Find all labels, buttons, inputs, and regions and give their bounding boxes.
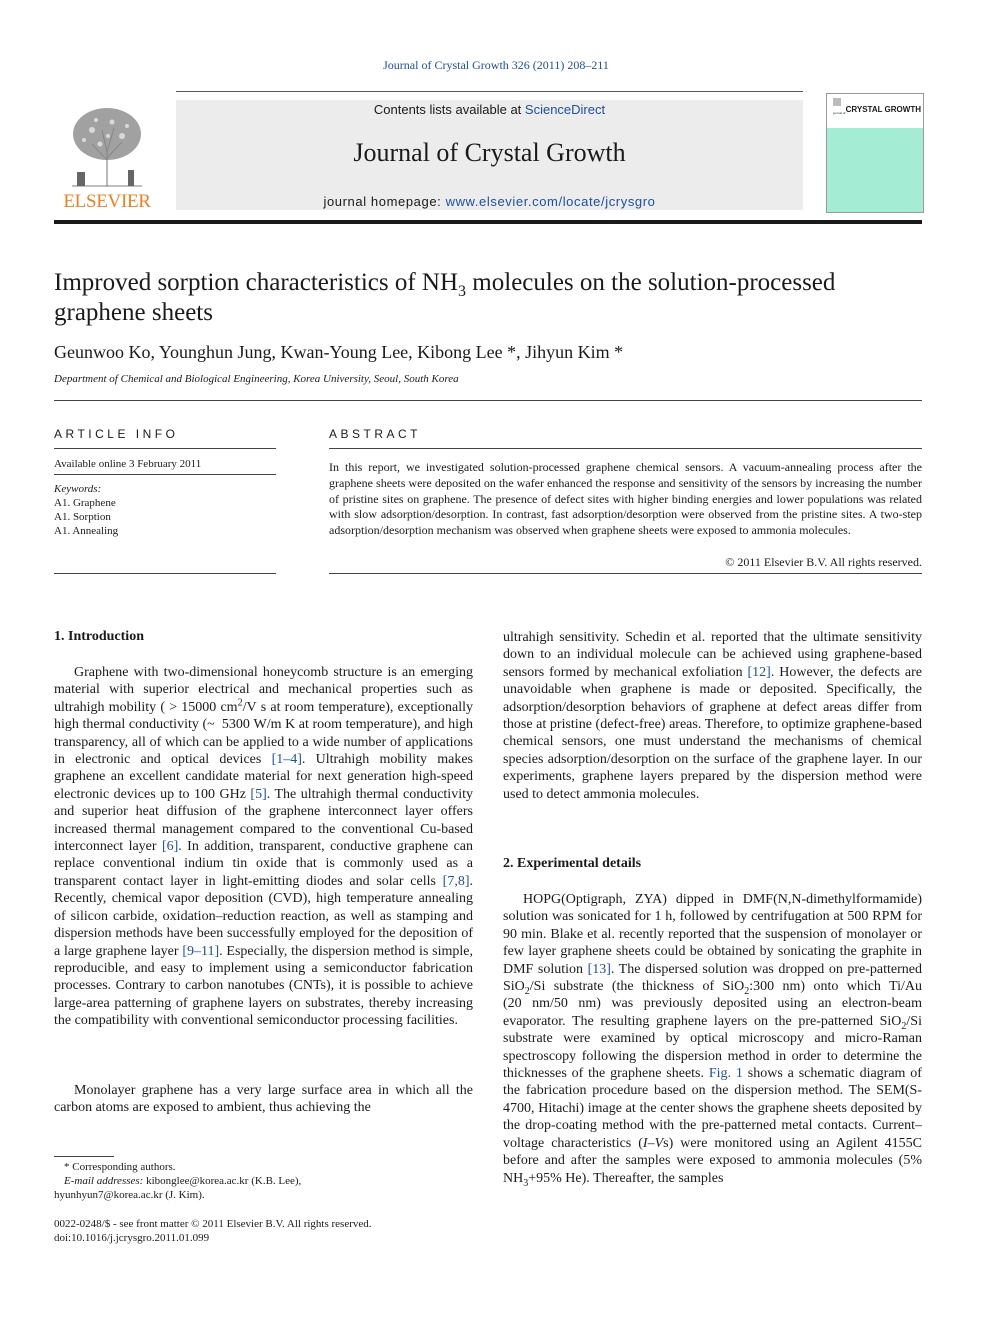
keyword-item: A1. Annealing <box>54 525 119 537</box>
citation-link[interactable]: [1–4] <box>271 752 302 768</box>
header-top-rule <box>176 91 803 92</box>
abstract-rule-top <box>329 448 922 449</box>
email-1[interactable]: kibonglee@korea.ac.kr (K.B. Lee), <box>143 1175 302 1187</box>
cover-title: CRYSTAL GROWTH <box>845 105 921 114</box>
journal-cover-thumbnail[interactable] <box>826 93 924 213</box>
citation-link[interactable]: [6] <box>161 839 179 855</box>
homepage-prefix: journal homepage: <box>323 194 446 209</box>
journal-citation[interactable]: Journal of Crystal Growth 326 (2011) 208–211 <box>383 58 609 72</box>
journal-name: Journal of Crystal Growth <box>353 138 626 167</box>
contents-line <box>176 102 803 117</box>
citation-link[interactable]: [12] <box>747 664 771 680</box>
cover-color-block <box>827 128 923 212</box>
cover-logo-icon <box>833 98 841 106</box>
elsevier-wordmark: ELSEVIER <box>63 191 151 212</box>
sciencedirect-link[interactable]: ScienceDirect <box>524 102 606 117</box>
article-info-rule-top <box>54 448 276 449</box>
homepage-line <box>176 194 803 209</box>
keywords-label: Keywords: <box>54 483 102 495</box>
front-matter <box>54 1217 372 1245</box>
email-label: E-mail addresses: <box>64 1175 144 1187</box>
title-part2: molecules on the solution-processed graphene sheets <box>54 269 836 326</box>
homepage-link[interactable]: www.elsevier.com/locate/jcrysgro <box>445 194 656 209</box>
article-info-rule-bottom <box>54 573 276 574</box>
introduction-paragraph-3: ultrahigh sensitivity. Schedin et al. reported that the ultimate sensitivity down to an individual molecule can be achieved using graphene-based sensors formed by mechanical exfoliation [12]. However, the defects are unavoidable when graphene is made or deposited. Specifically, the adsorption/desorption behaviors of graphene at defect areas differ from those at pristine (defect-free) areas. Therefore, to optimize graphene-based chemical sensors, one must understand the mechanisms of chemical species adsorption/desorption on the surface of the graphene layer. In our experiments, graphene layers prepared by the dispersion method were used to detect ammonia molecules. <box>503 630 922 802</box>
doi-line[interactable]: doi:10.1016/j.jcrysgro.2011.01.099 <box>54 1232 210 1244</box>
header-bottom-rule <box>54 220 922 224</box>
footnote <box>54 1160 301 1202</box>
article-title <box>54 268 874 328</box>
citation-link[interactable]: [13] <box>587 961 611 977</box>
cover-small-text: journal of <box>833 111 846 115</box>
abstract-copyright: © 2011 Elsevier B.V. All rights reserved. <box>725 555 922 569</box>
introduction-paragraph-2: Monolayer graphene has a very large surface area in which all the carbon atoms are exposed to ambient, thus achieving the <box>54 1083 473 1116</box>
keyword-item: A1. Sorption <box>54 511 111 523</box>
title-part1: Improved sorption characteristics of NH <box>54 269 459 296</box>
affiliation: Department of Chemical and Biological Engineering, Korea University, Seoul, South Korea <box>54 373 459 385</box>
citation-link[interactable]: [9–11] <box>182 943 220 959</box>
abstract-heading: ABSTRACT <box>329 427 422 441</box>
citation-link[interactable]: [7,8] <box>442 873 470 889</box>
introduction-heading: 1. Introduction <box>54 629 144 644</box>
keywords-block <box>54 482 118 538</box>
corresponding-note: * Corresponding authors. <box>64 1161 176 1173</box>
footnote-rule <box>54 1156 114 1157</box>
figure-link[interactable]: Fig. 1 <box>708 1066 743 1082</box>
article-info-rule-mid <box>54 474 276 475</box>
affiliation-rule <box>54 400 922 401</box>
email-2[interactable]: hyunhyun7@korea.ac.kr (J. Kim). <box>54 1189 205 1201</box>
citation-link[interactable]: [5] <box>250 786 267 802</box>
keyword-item: A1. Graphene <box>54 497 116 509</box>
contents-prefix: Contents lists available at <box>373 102 525 117</box>
author-list: Geunwoo Ko, Younghun Jung, Kwan-Young Lee, Kibong Lee *, Jihyun Kim * <box>54 342 624 362</box>
experimental-paragraph-1: HOPG(Optigraph, ZYA) dipped in DMF(N,N-dimethylformamide) solution was sonicated for 1 h, followed by centrifugation at 500 RPM for 90 min. Blake et al. recently reported that the suspension of monolayer or few layer graphene sheets could be obtained by sonicating the graphite in DMF solution [13]. The dispersed solution was dropped on pre-patterned SiO$_2$/Si substrate (the thickness of SiO$_2$:300 nm) onto which Ti/Au (20 nm/50 nm) was previously deposited using an electron-beam evaporator. The resulting graphene layers on the pre-patterned SiO$_2$/Si substrate were examined by optical microscopy and micro-Raman spectroscopy following the dispersion method in order to determine the thicknesses of the graphene sheets. Fig. 1 shows a schematic diagram of the fabrication procedure based on the dispersion method. The SEM(S-4700, Hitachi) image at the center shows the graphene sheets deposited by the drop-coating method with the pre-patterned metal contacts. Current–voltage characteristics (I–Vs) were monitored using an Agilent 4155C before and after the samples were exposed to ammonia molecules (5% $NH_3+95\%$ He). Thereafter, the samples <box>503 892 923 1189</box>
introduction-paragraph-1: Graphene with two-dimensional honeycomb structure is an emerging material with superior electrical and mechanical properties such as ultrahigh mobility ( > 15000 $cm^2/V$ s at room temperature), exceptionally high thermal conductivity (~ 5300 W/m K at room temperature), and high transparency, all of which can be applied to a wide number of applications in electronic and optical devices [1–4]. Ultrahigh mobility makes graphene an excellent candidate material for next generation high-speed electronic devices up to 100 GHz [5]. The ultrahigh thermal conductivity and superior heat diffusion of the graphene interconnect layer offers increased thermal management compared to the conventional Cu-based interconnect layer [6]. In addition, transparent, conductive graphene can replace conventional indium tin oxide that is commonly used as a transparent contact layer in light-emitting diodes and solar cells [7,8]. Recently, chemical vapor deposition (CVD), high temperature annealing of silicon carbide, oxidation–reduction reaction, as well as stamping and dispersion methods have been successfully employed for the deposition of a large graphene layer [9–11]. Especially, the dispersion method is simple, reproducible, and easy to implement using a semiconductor fabrication processes. Contrary to carbon nanotubes (CNTs), it is possible to achieve large-area patterning of graphene layers on substrates, thereby increasing the compatibility with conventional semiconductor processing facilities. <box>54 665 474 1029</box>
available-online-date: Available online 3 February 2011 <box>54 458 202 470</box>
abstract-rule-bottom <box>329 573 922 574</box>
article-info-heading: ARTICLE INFO <box>54 427 179 441</box>
title-subscript: 3 <box>458 283 467 300</box>
experimental-heading: 2. Experimental details <box>503 856 642 871</box>
issn-line: 0022-0248/$ - see front matter © 2011 Elsevier B.V. All rights reserved. <box>54 1218 372 1230</box>
abstract-text: In this report, we investigated solution-processed graphene chemical sensors. A vacuum-annealing process after the graphene sheets were deposited on the wafer enhanced the response and sensitivity of the sensors by increasing the number of pristine sites on graphene. The presence of defect sites with higher binding energies and lower populations was related with slow adsorption/desorption. In contrast, fast adsorption/desorption were observed from the pristine sites. A two-step adsorption/desorption mechanism was observed when graphene sheets were exposed to ammonia molecules. <box>329 460 922 538</box>
